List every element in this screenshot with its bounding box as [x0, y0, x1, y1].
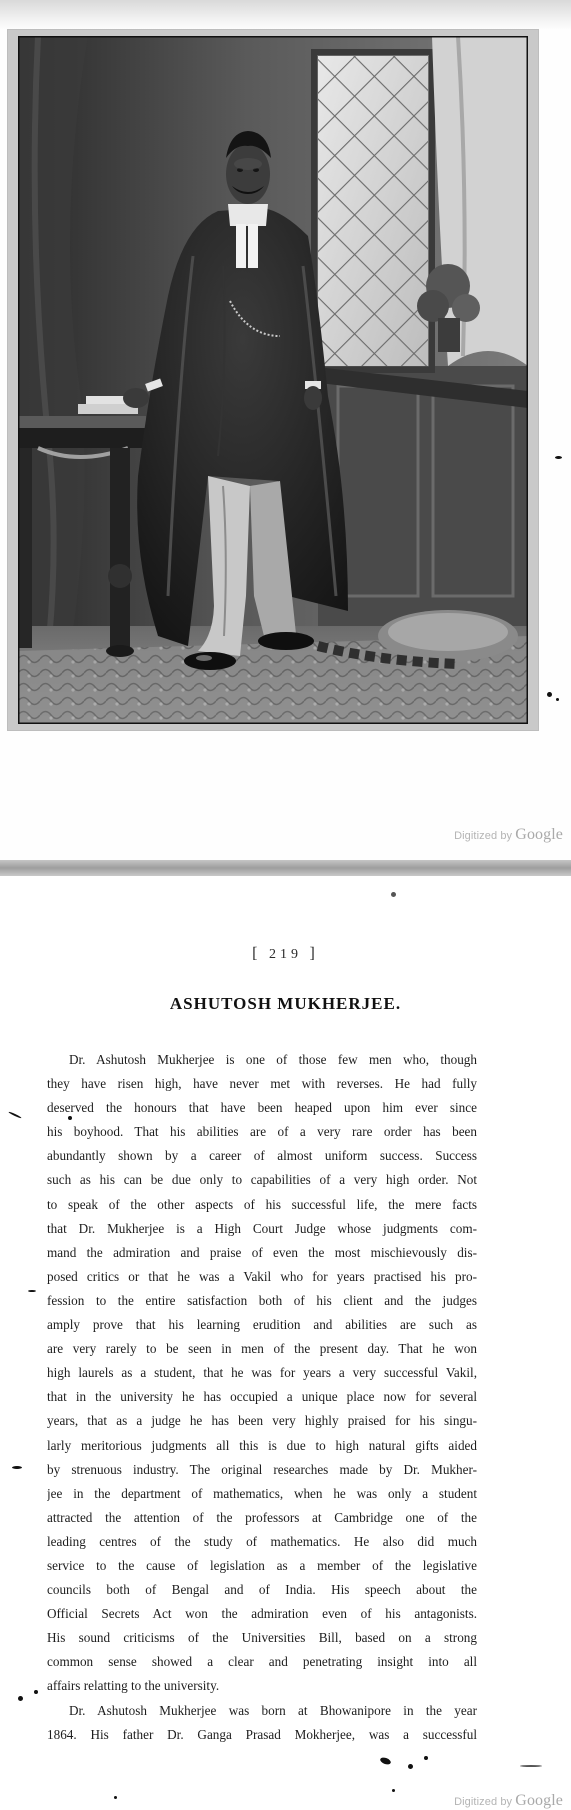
text-line: by strenuous industry. The original researches made by Dr. Mukher- [47, 1461, 477, 1477]
text-line: abundantly shown by a career of almost uniform success. Success [47, 1148, 477, 1164]
portrait-image [18, 36, 528, 724]
text-line: his boyhood. That his abilities are of a very rare order has been [47, 1124, 477, 1140]
text-line: they have risen high, have never met with reverses. He had fully [47, 1076, 477, 1092]
scan-speck [391, 892, 396, 897]
scan-speck [68, 1116, 72, 1120]
page-top-edge [0, 0, 571, 30]
scan-speck [12, 1466, 22, 1469]
text-line: are very rarely to be seen in men of the present day. That he won [47, 1341, 477, 1357]
text-line: Official Secrets Act won the admiration even of his antagonists. [47, 1606, 477, 1622]
text-line: posed critics or that he was a Vakil who for years practised his pro- [47, 1268, 477, 1284]
portrait-plate-page [0, 0, 571, 860]
scan-speck [547, 692, 552, 697]
scan-speck [114, 1796, 117, 1799]
text-line: common sense showed a clear and penetrating insight into all [47, 1654, 477, 1670]
body-text [47, 1048, 477, 1747]
text-line: larly meritorious judgments all this is due to high natural gifts aided [47, 1437, 477, 1453]
scan-speck [28, 1290, 36, 1292]
scan-speck [392, 1789, 395, 1792]
scan-speck [408, 1764, 413, 1769]
text-line: service to the cause of legislation as a member of the legislative [47, 1557, 477, 1573]
text-page [0, 876, 571, 1810]
text-line: Dr. Ashutosh Mukherjee is one of those few men who, though [69, 1052, 477, 1067]
text-line: fession to the entire satisfaction both of his client and the judges [47, 1292, 477, 1308]
scan-speck [556, 698, 559, 701]
text-line: councils both of Bengal and of India. His speech about the [47, 1582, 477, 1598]
text-line: that in the university he has occupied a unique place now for several [47, 1389, 477, 1405]
scan-speck [8, 1111, 22, 1119]
text-line: affairs relatting to the university. [47, 1678, 220, 1694]
chapter-title: ASHUTOSH MUKHERJEE. [169, 994, 402, 1013]
text-line: deserved the honours that have been heaped upon him ever since [47, 1100, 477, 1116]
scan-speck [424, 1756, 428, 1760]
text-line: jee in the department of mathematics, when he was only a student [47, 1485, 477, 1501]
digitized-watermark: Digitized by Google [454, 1792, 563, 1809]
text-line: to speak of the other aspects of his successful life, the mere facts [47, 1196, 477, 1212]
page-number: [ 219 ] [252, 945, 319, 962]
page-divider [0, 860, 571, 876]
scan-speck [520, 1765, 542, 1767]
digitized-watermark: Digitized by Google [454, 826, 563, 843]
text-line: attracted the attention of the professors at Cambridge one of the [47, 1509, 477, 1525]
text-line: leading centres of the study of mathematics. He also did much [47, 1533, 477, 1549]
scan-speck [555, 456, 562, 459]
text-line: that Dr. Mukherjee is a High Court Judge whose judgments com- [47, 1220, 477, 1236]
text-line: 1864. His father Dr. Ganga Prasad Mokherjee, was a successful [47, 1726, 477, 1742]
scan-speck [18, 1696, 23, 1701]
portrait-photograph [8, 30, 538, 730]
text-line: high laurels as a student, that he was for years a very successful Vakil, [47, 1365, 477, 1381]
text-line: Dr. Ashutosh Mukherjee was born at Bhowanipore in the year [69, 1702, 477, 1718]
scan-speck [379, 1756, 391, 1765]
text-line: such as his can be due only to capabilities of a very high order. Not [47, 1172, 477, 1188]
text-line: years, that as a judge he has been very highly praised for his singu- [47, 1413, 477, 1429]
text-line: mand the admiration and praise of even the most mischievously dis- [47, 1244, 477, 1260]
text-line: amply prove that his learning erudition and abilities are such as [47, 1317, 477, 1333]
scan-speck [34, 1690, 38, 1694]
text-line: His sound criticisms of the Universities Bill, based on a strong [47, 1630, 477, 1646]
